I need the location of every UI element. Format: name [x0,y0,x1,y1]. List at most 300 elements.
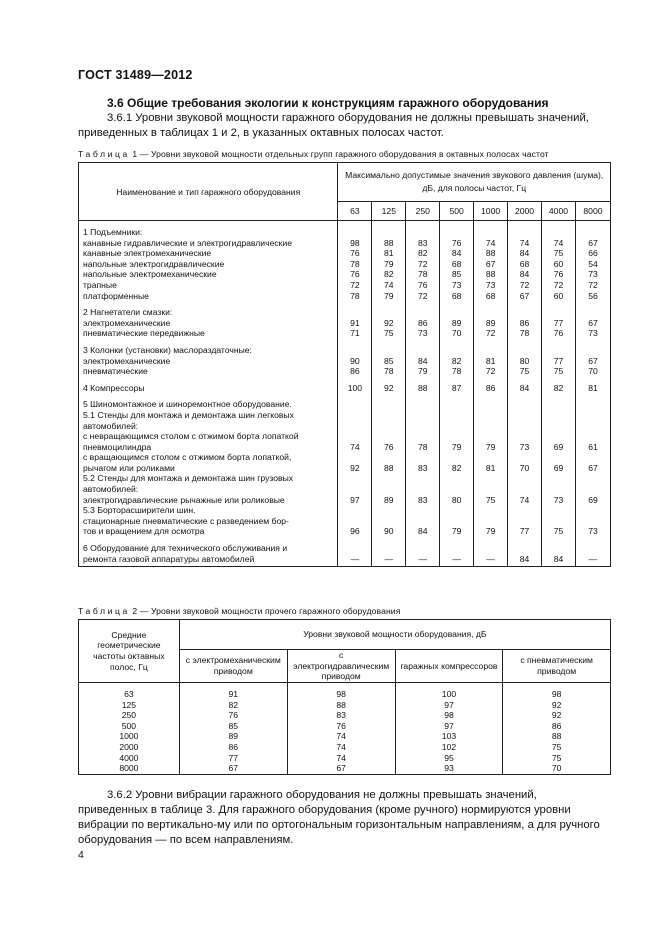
table-row [79,473,611,484]
cell-value: 72 [542,280,576,291]
cell-value: 56 [575,291,610,302]
cell-value: 76 [542,269,576,280]
cell-value: 86 [508,318,542,329]
cell-value: 72 [406,291,440,302]
cell-value [372,516,406,527]
cell-value: 78 [508,328,542,339]
table-row [79,753,611,764]
cell-value [406,543,440,554]
cell-value: 95 [395,753,503,764]
cell-value: 82 [542,383,576,394]
table-2 [78,619,611,775]
cell-value: 54 [575,259,610,270]
cell-value: 75 [508,366,542,377]
cell-value [508,484,542,495]
cell-value: 90 [338,356,372,367]
cell-value: 76 [542,328,576,339]
cell-value: 98 [287,689,395,700]
cell-value [372,307,406,318]
cell-value [575,484,610,495]
cell-value: 82 [440,463,474,474]
row-name: напольные электромеханические [79,269,338,280]
cell-value: 60 [542,259,576,270]
table2-col-header: гаражных компрессоров [395,650,503,683]
cell-value [406,421,440,432]
cell-value [575,543,610,554]
cell-value: 84 [440,248,474,259]
cell-value [372,452,406,463]
cell-value: 79 [406,366,440,377]
cell-value: 85 [179,721,287,732]
cell-value: 70 [440,328,474,339]
cell-value [440,399,474,410]
cell-value [372,410,406,421]
table2-caption-text: 2 — Уровни звуковой мощности прочего гаражного оборудования [129,606,401,616]
cell-value [338,543,372,554]
cell-value [440,421,474,432]
cell-value: 85 [440,269,474,280]
cell-value: — [372,554,406,567]
table-row [79,452,611,463]
cell-value: 83 [406,495,440,506]
cell-value [440,505,474,516]
table-row [79,763,611,774]
cell-value: 88 [474,248,508,259]
cell-value: 98 [503,689,611,700]
table-1 [78,162,611,567]
cell-value: 69 [542,442,576,453]
cell-value [575,516,610,527]
cell-value: 83 [287,710,395,721]
cell-value [372,484,406,495]
cell-value: 84 [508,554,542,567]
cell-value [542,345,576,356]
cell-value: 88 [372,463,406,474]
table-row [79,410,611,421]
row-name: автомобилей: [79,421,338,432]
cell-value: 72 [474,328,508,339]
cell-value [338,516,372,527]
table-row [79,742,611,753]
cell-value: 77 [508,526,542,537]
table-row [79,291,611,302]
cell-value: 68 [508,259,542,270]
cell-value [338,410,372,421]
cell-value: 66 [575,248,610,259]
cell-value: 76 [372,442,406,453]
cell-value: 78 [372,366,406,377]
table-row [79,526,611,537]
cell-value [474,399,508,410]
cell-value: 89 [372,495,406,506]
cell-value [406,484,440,495]
cell-value: 97 [338,495,372,506]
cell-value: — [474,554,508,567]
cell-value: 97 [395,721,503,732]
table-row [79,731,611,742]
cell-value: 80 [508,356,542,367]
cell-value [338,421,372,432]
freq-cell: 1000 [79,731,180,742]
cell-value [440,484,474,495]
cell-value [542,399,576,410]
cell-value: 86 [474,383,508,394]
cell-value: 75 [542,248,576,259]
cell-value: 74 [338,442,372,453]
cell-value [338,484,372,495]
row-name: с невращающимся столом с отжимом борта лопаткой [79,431,338,442]
cell-value: 74 [542,238,576,249]
cell-value: 74 [287,731,395,742]
cell-value [406,516,440,527]
table2-col-header: с электрогидравлическим приводом [287,650,395,683]
cell-value: 75 [503,742,611,753]
row-name: 1 Подъемники: [79,227,338,238]
cell-value: 83 [406,463,440,474]
cell-value: 73 [575,328,610,339]
cell-value: 73 [406,328,440,339]
table1-head-span: Максимально допустимые значения звукового давления (шума), дБ, для полосы частот, Гц [338,163,611,202]
cell-value [406,399,440,410]
cell-value [406,473,440,484]
cell-value [508,410,542,421]
cell-value: 96 [338,526,372,537]
cell-value: 75 [372,328,406,339]
cell-value: 70 [575,366,610,377]
cell-value: 79 [372,291,406,302]
cell-value: 86 [338,366,372,377]
table-row [79,721,611,732]
cell-value: 97 [395,700,503,711]
row-name: канавные электромеханические [79,248,338,259]
cell-value: 75 [474,495,508,506]
row-name: платформенные [79,291,338,302]
cell-value: — [575,554,610,567]
table-row [79,318,611,329]
table-row [79,543,611,554]
cell-value: 74 [287,742,395,753]
cell-value: 84 [542,554,576,567]
cell-value [372,505,406,516]
cell-value: 83 [406,238,440,249]
cell-value: — [338,554,372,567]
cell-value [542,505,576,516]
table1-caption-word: Таблица [78,149,130,159]
row-name: 5.3 Борторасширители шин. [79,505,338,516]
cell-value: 75 [542,366,576,377]
cell-value: 86 [503,721,611,732]
cell-value: 86 [179,742,287,753]
cell-value [372,421,406,432]
cell-value [440,227,474,238]
cell-value: 78 [406,269,440,280]
cell-value [406,505,440,516]
table-row [79,259,611,270]
cell-value [575,345,610,356]
cell-value [338,473,372,484]
cell-value [508,307,542,318]
cell-value [542,473,576,484]
row-name: пневматические передвижные [79,328,338,339]
cell-value: 69 [575,495,610,506]
table1-freq-header: 125 [372,202,406,221]
cell-value [406,452,440,463]
cell-value: 92 [372,383,406,394]
table1-head-name: Наименование и тип гаражного оборудования [79,163,338,221]
cell-value: 102 [395,742,503,753]
cell-value [508,473,542,484]
table-row [79,269,611,280]
table-row [79,700,611,711]
cell-value: 84 [508,269,542,280]
row-name: электрогидравлические рычажные или роликовые [79,495,338,506]
paragraph-3-6-1: 3.6.1 Уровни звуковой мощности гаражного оборудования не должны превышать значений, приведенных в таблицах 1 и 2, в указанных октавных полосах частот. [78,112,589,139]
table1-freq-header: 1000 [474,202,508,221]
cell-value: 98 [338,238,372,249]
cell-value [575,421,610,432]
document-header: ГОСТ 31489—2012 [78,68,193,82]
paragraph-3-6-2: 3.6.2 Уровни вибрации гаражного оборудования не должны превышать значений, приведенных в таблице 3. Для гаражного оборудования (кроме ручного) нормируются уровни вибрации по вертикально-му или по ортогональным горизонтальным направлениям, а для ручного оборудования — по всем направлениям. [78,789,600,846]
cell-value [474,345,508,356]
cell-value: 74 [287,753,395,764]
table1-freq-header: 4000 [542,202,576,221]
cell-value [338,399,372,410]
cell-value [508,227,542,238]
cell-value: 67 [287,763,395,774]
cell-value [440,543,474,554]
row-name: пневматические [79,366,338,377]
cell-value: 87 [440,383,474,394]
cell-value [372,399,406,410]
freq-cell: 2000 [79,742,180,753]
cell-value [575,307,610,318]
row-name: рычагом или роликами [79,463,338,474]
cell-value: 103 [395,731,503,742]
cell-value [508,516,542,527]
cell-value: 74 [474,238,508,249]
cell-value [474,227,508,238]
cell-value: 72 [338,280,372,291]
table-row [79,328,611,339]
cell-value: 73 [440,280,474,291]
cell-value: 88 [474,269,508,280]
table1-freq-header: 250 [406,202,440,221]
cell-value: 76 [338,248,372,259]
cell-value: 74 [372,280,406,291]
cell-value: 76 [440,238,474,249]
cell-value [338,345,372,356]
cell-value: 88 [287,700,395,711]
table-row [79,248,611,259]
row-name: ремонта газовой аппаратуры автомобилей [79,554,338,567]
cell-value: 60 [542,291,576,302]
cell-value: 84 [406,356,440,367]
cell-value: 73 [474,280,508,291]
row-name: пневмоцилиндра [79,442,338,453]
cell-value: 79 [440,442,474,453]
row-name: канавные гидравлические и электрогидравлические [79,238,338,249]
cell-value [575,473,610,484]
row-name: тов и вращением для осмотра [79,526,338,537]
cell-value: 71 [338,328,372,339]
cell-value: 100 [395,689,503,700]
cell-value [542,484,576,495]
cell-value [440,452,474,463]
cell-value: 100 [338,383,372,394]
row-name: автомобилей: [79,484,338,495]
cell-value: 73 [508,442,542,453]
cell-value [406,410,440,421]
cell-value [508,345,542,356]
cell-value: 76 [338,269,372,280]
cell-value: 77 [542,356,576,367]
cell-value: 79 [474,526,508,537]
cell-value [542,431,576,442]
row-name: напольные электрогидравлические [79,259,338,270]
cell-value [542,307,576,318]
cell-value: 78 [338,291,372,302]
cell-value: 68 [440,259,474,270]
cell-value: 92 [503,700,611,711]
cell-value: 78 [338,259,372,270]
cell-value: 79 [440,526,474,537]
cell-value: 81 [474,463,508,474]
cell-value: 72 [474,366,508,377]
cell-value: 68 [440,291,474,302]
table-row [79,484,611,495]
cell-value: 90 [372,526,406,537]
cell-value: 88 [406,383,440,394]
cell-value [474,452,508,463]
cell-value: 84 [508,383,542,394]
row-name: 5.2 Стенды для монтажа и демонтажа шин грузовых [79,473,338,484]
row-name: электромеханические [79,318,338,329]
cell-value [338,452,372,463]
cell-value [508,399,542,410]
cell-value: 77 [542,318,576,329]
cell-value: 67 [474,259,508,270]
row-name: 2 Нагнетатели смазки: [79,307,338,318]
freq-cell: 63 [79,689,180,700]
table-row [79,307,611,318]
cell-value: 76 [287,721,395,732]
cell-value [474,421,508,432]
cell-value: 74 [508,238,542,249]
cell-value: 82 [179,700,287,711]
cell-value [542,227,576,238]
cell-value: 61 [575,442,610,453]
cell-value: 89 [474,318,508,329]
cell-value [474,505,508,516]
table2-caption-word: Таблица [78,606,130,616]
cell-value [440,473,474,484]
cell-value [575,399,610,410]
cell-value: 67 [575,463,610,474]
cell-value: 69 [542,463,576,474]
cell-value [508,505,542,516]
cell-value [508,543,542,554]
cell-value [474,307,508,318]
table-row [79,689,611,700]
cell-value [508,421,542,432]
cell-value [338,227,372,238]
page-number: 4 [78,849,84,861]
cell-value: 91 [338,318,372,329]
cell-value: 72 [575,280,610,291]
table1-caption-text: 1 — Уровни звуковой мощности отдельных групп гаражного оборудования в октавных полосах частот [129,149,549,159]
cell-value [474,410,508,421]
cell-value [372,345,406,356]
table-row [79,366,611,377]
cell-value [372,473,406,484]
cell-value [542,421,576,432]
cell-value: 74 [508,495,542,506]
table1-freq-header: 8000 [575,202,610,221]
table-row [79,442,611,453]
freq-cell: 4000 [79,753,180,764]
table2-head-span: Уровни звуковой мощности оборудования, дБ [179,620,610,650]
cell-value: 76 [406,280,440,291]
cell-value: 82 [440,356,474,367]
row-name: 4 Компрессоры [79,383,338,394]
cell-value [575,227,610,238]
cell-value [372,227,406,238]
cell-value: 67 [508,291,542,302]
row-name: с вращающимся столом с отжимом борта лопаткой, [79,452,338,463]
cell-value [508,431,542,442]
cell-value: — [440,554,474,567]
cell-value [575,505,610,516]
cell-value: 76 [179,710,287,721]
table-row [79,345,611,356]
table-row [79,463,611,474]
cell-value [406,431,440,442]
row-name: 5 Шиномонтажное и шиноремонтное оборудование. [79,399,338,410]
cell-value [406,227,440,238]
cell-value [440,307,474,318]
table1-freq-header: 63 [338,202,372,221]
cell-value: 75 [503,753,611,764]
cell-value: 79 [474,442,508,453]
cell-value [338,431,372,442]
cell-value [406,307,440,318]
table-row [79,280,611,291]
cell-value: 72 [508,280,542,291]
table-row [79,516,611,527]
cell-value: 82 [406,248,440,259]
cell-value: 92 [338,463,372,474]
table1-freq-header: 2000 [508,202,542,221]
cell-value: 93 [395,763,503,774]
cell-value: 73 [542,495,576,506]
cell-value [474,516,508,527]
cell-value: 73 [575,526,610,537]
table-row [79,399,611,410]
cell-value: 73 [575,269,610,280]
cell-value [474,543,508,554]
table-row [79,227,611,238]
table1-caption [78,149,549,159]
cell-value: 70 [503,763,611,774]
table2-head-freq: Средние геометрические частоты октавных полос, Гц [79,620,180,683]
cell-value: 67 [575,238,610,249]
cell-value [372,543,406,554]
table1-freq-header: 500 [440,202,474,221]
cell-value: 68 [474,291,508,302]
cell-value: 79 [372,259,406,270]
table-row [79,421,611,432]
table2-col-header: с пневматическим приводом [503,650,611,683]
